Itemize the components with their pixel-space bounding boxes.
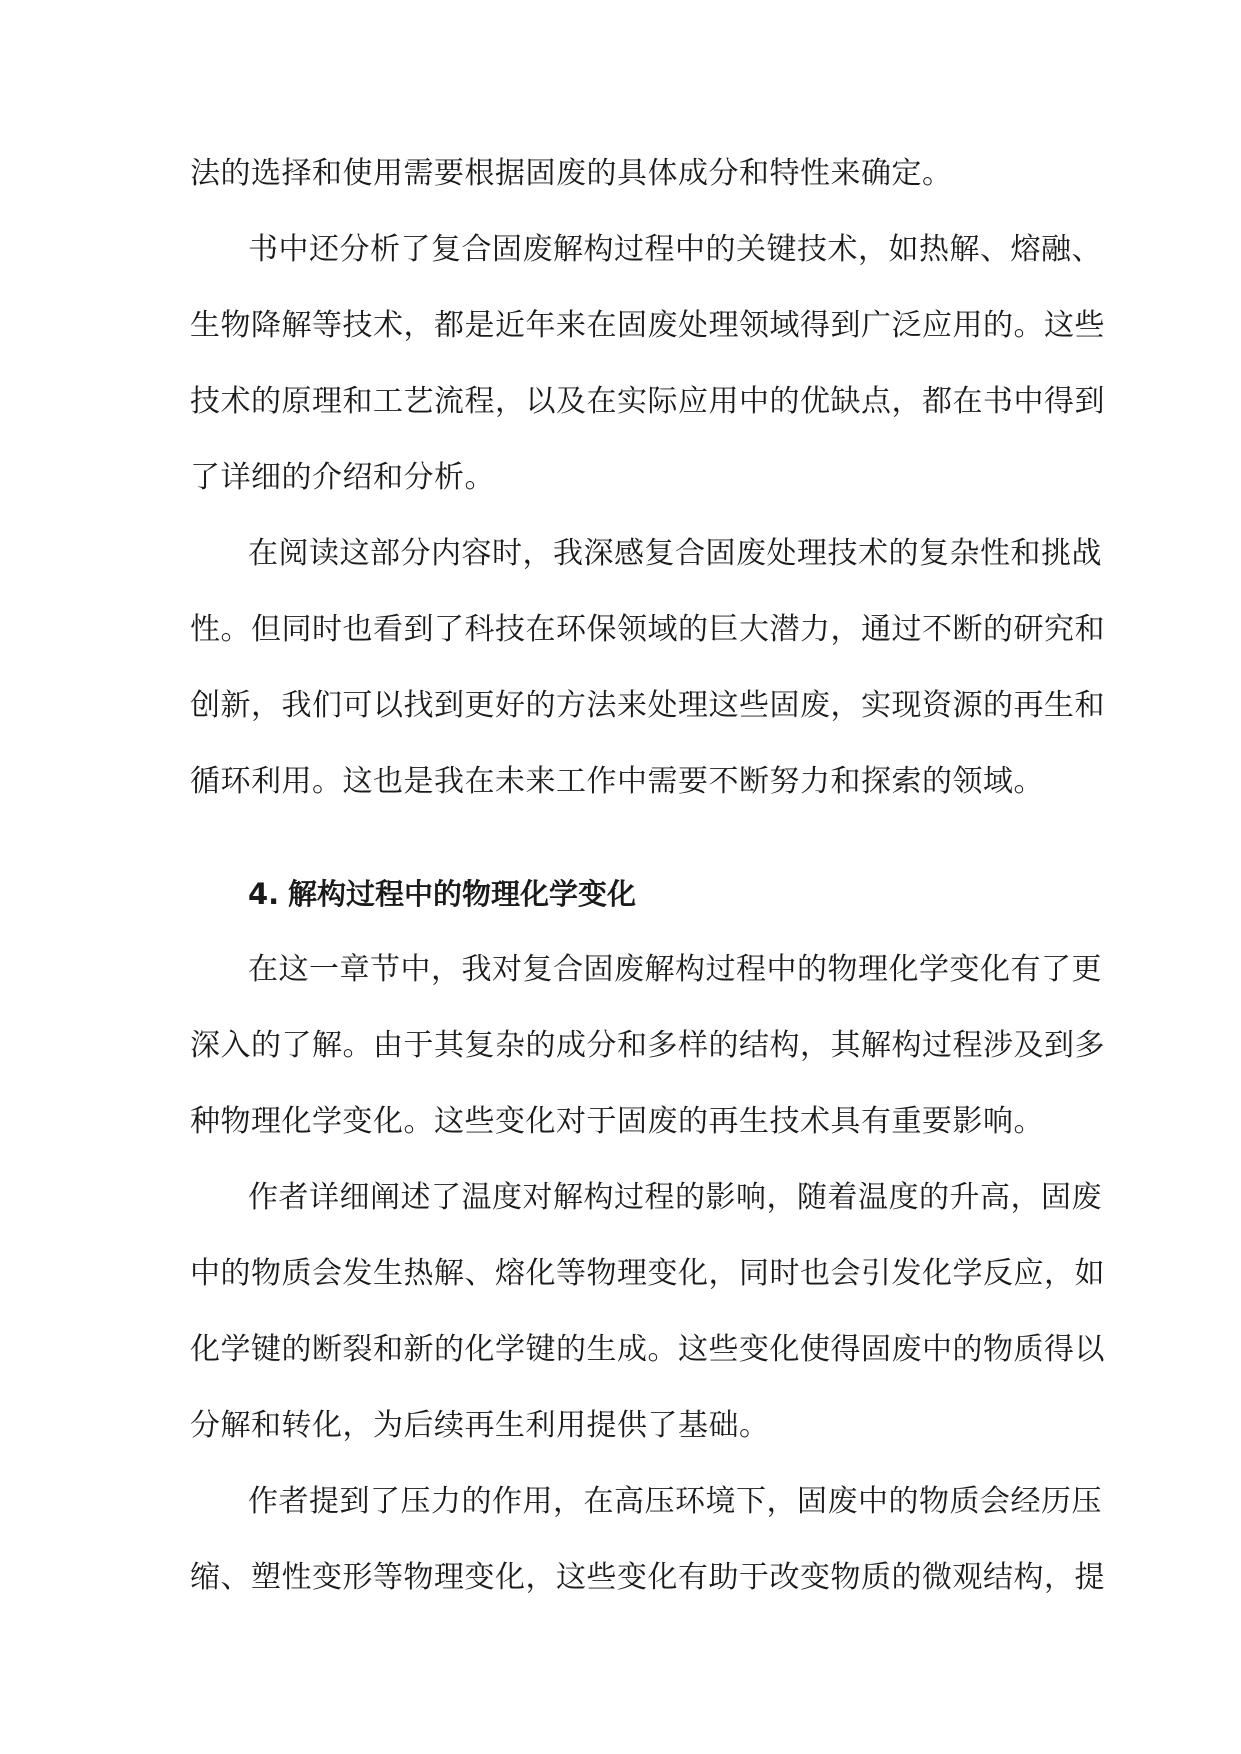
paragraph-line: 书中还分析了复合固废解构过程中的关键技术，如热解、熔融、 bbox=[248, 232, 1102, 267]
paragraph-line: 循环利用。这也是我在未来工作中需要不断努力和探索的领域。 bbox=[190, 764, 1044, 799]
section-gap bbox=[190, 820, 1060, 856]
paragraph-line: 作者详细阐述了温度对解构过程的影响，随着温度的升高，固废 bbox=[248, 1180, 1102, 1215]
paragraph-line: 法的选择和使用需要根据固废的具体成分和特性来确定。 bbox=[190, 156, 953, 191]
paragraph-line: 化学键的断裂和新的化学键的生成。这些变化使得固废中的物质得以 bbox=[190, 1332, 1105, 1367]
paragraph-line: 在阅读这部分内容时，我深感复合固废处理技术的复杂性和挑战 bbox=[248, 536, 1102, 571]
section-title: 解构过程中的物理化学变化 bbox=[288, 877, 637, 911]
paragraph-line: 了详细的介绍和分析。 bbox=[190, 460, 495, 495]
paragraph-line: 缩、塑性变形等物理变化，这些变化有助于改变物质的微观结构，提 bbox=[190, 1560, 1105, 1595]
section-number: 4. bbox=[248, 877, 280, 911]
paragraph-line: 在这一章节中，我对复合固废解构过程中的物理化学变化有了更 bbox=[248, 952, 1102, 987]
paragraph-line: 种物理化学变化。这些变化对于固废的再生技术具有重要影响。 bbox=[190, 1104, 1044, 1139]
paragraph-line: 作者提到了压力的作用，在高压环境下，固废中的物质会经历压 bbox=[248, 1484, 1102, 1519]
paragraph-line: 技术的原理和工艺流程，以及在实际应用中的优缺点，都在书中得到 bbox=[190, 384, 1105, 419]
paragraph-line: 生物降解等技术，都是近年来在固废处理领域得到广泛应用的。这些 bbox=[190, 308, 1105, 343]
paragraph-line: 创新，我们可以找到更好的方法来处理这些固废，实现资源的再生和 bbox=[190, 688, 1105, 723]
paragraph-line: 中的物质会发生热解、熔化等物理变化，同时也会引发化学反应，如 bbox=[190, 1256, 1105, 1291]
paragraph-line: 深入的了解。由于其复杂的成分和多样的结构，其解构过程涉及到多 bbox=[190, 1028, 1105, 1063]
paragraph-line: 性。但同时也看到了科技在环保领域的巨大潜力，通过不断的研究和 bbox=[190, 612, 1105, 647]
section-heading bbox=[190, 856, 1060, 932]
paragraph-line: 分解和转化，为后续再生利用提供了基础。 bbox=[190, 1408, 770, 1443]
body-text bbox=[190, 136, 1105, 1616]
